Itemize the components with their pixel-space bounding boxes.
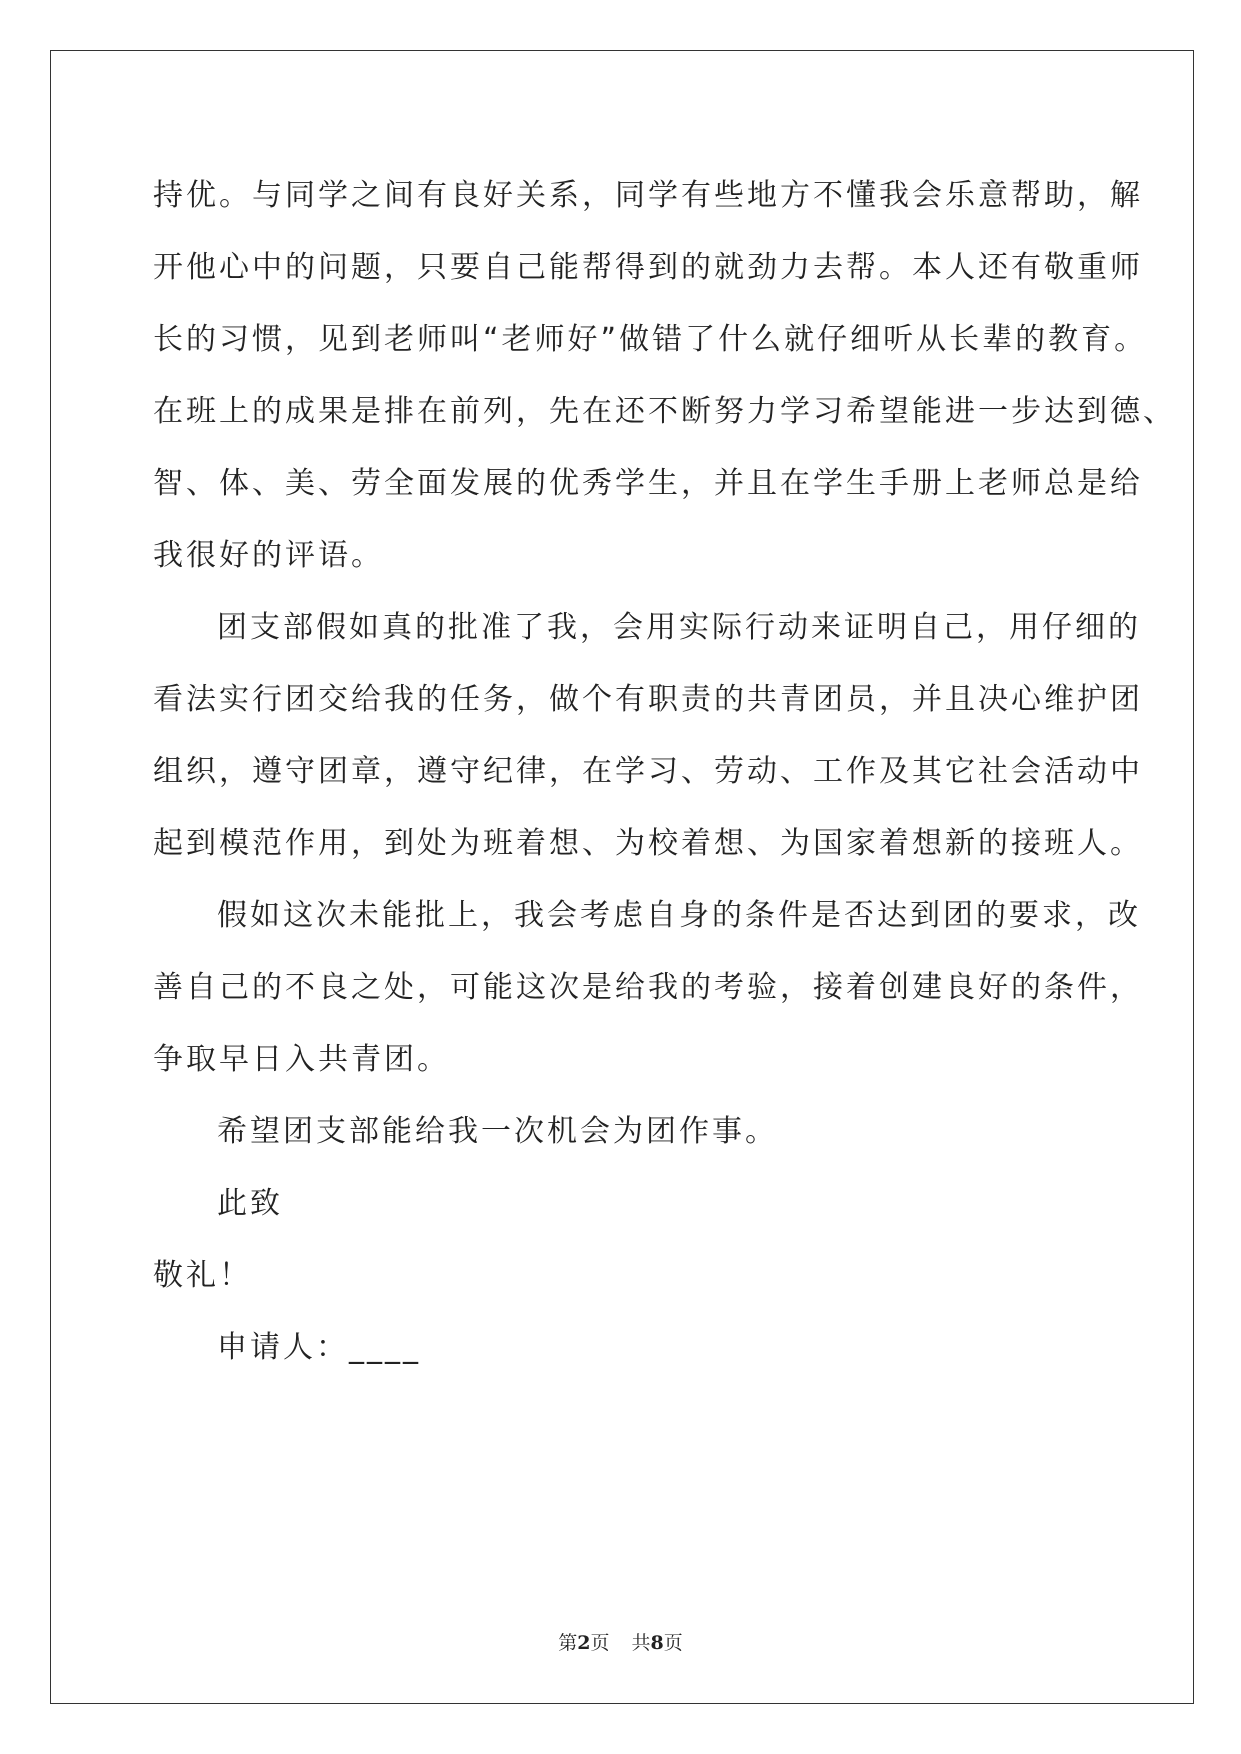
paragraph-line: 智、体、美、劳全面发展的优秀学生，并且在学生手册上老师总是给: [153, 466, 1143, 501]
paragraph-line: 争取早日入共青团。: [153, 1042, 450, 1077]
current-page-number: 2: [577, 1632, 591, 1654]
footer-prefix: 第: [558, 1632, 578, 1654]
paragraph-line: 假如这次未能批上，我会考虑自身的条件是否达到团的要求，改: [217, 898, 1141, 933]
paragraph-line: 开他心中的问题，只要自己能帮得到的就劲力去帮。本人还有敬重师: [153, 250, 1143, 285]
paragraph-line: 我很好的评语。: [153, 538, 384, 573]
letter-body: [153, 160, 1176, 1384]
paragraph-line: 持优。与同学之间有良好关系，同学有些地方不懂我会乐意帮助，解: [153, 178, 1143, 213]
paragraph-line: 看法实行团交给我的任务，做个有职责的共青团员，并且决心维护团: [153, 682, 1143, 717]
paragraph-line: 团支部假如真的批准了我，会用实际行动来证明自己，用仔细的: [217, 610, 1141, 645]
footer-page-unit: 页: [590, 1632, 610, 1654]
applicant-label: 申请人：: [217, 1330, 349, 1365]
closing-salutation: 此致: [217, 1186, 283, 1221]
applicant-line: [153, 1312, 1113, 1384]
paragraph-line: 组织，遵守团章，遵守纪律，在学习、劳动、工作及其它社会活动中: [153, 754, 1143, 789]
paragraph-line: 长的习惯，见到老师叫“老师好”做错了什么就仔细听从长辈的教育。: [153, 322, 1148, 357]
closing-regards: 敬礼！: [153, 1258, 252, 1293]
total-page-number: 8: [650, 1632, 664, 1654]
paragraph-line: 善自己的不良之处，可能这次是给我的考验，接着创建良好的条件，: [153, 970, 1143, 1005]
footer-total-prefix: 共: [631, 1632, 651, 1654]
paragraph-line: 起到模范作用，到处为班着想、为校着想、为国家着想新的接班人。: [153, 826, 1143, 861]
footer-total-unit: 页: [663, 1632, 683, 1654]
paragraph-line: 希望团支部能给我一次机会为团作事。: [217, 1114, 778, 1149]
page-footer: [0, 1628, 1241, 1655]
paragraph-line: 在班上的成果是排在前列，先在还不断努力学习希望能进一步达到德、: [153, 394, 1176, 429]
applicant-blank: ____: [349, 1330, 421, 1365]
